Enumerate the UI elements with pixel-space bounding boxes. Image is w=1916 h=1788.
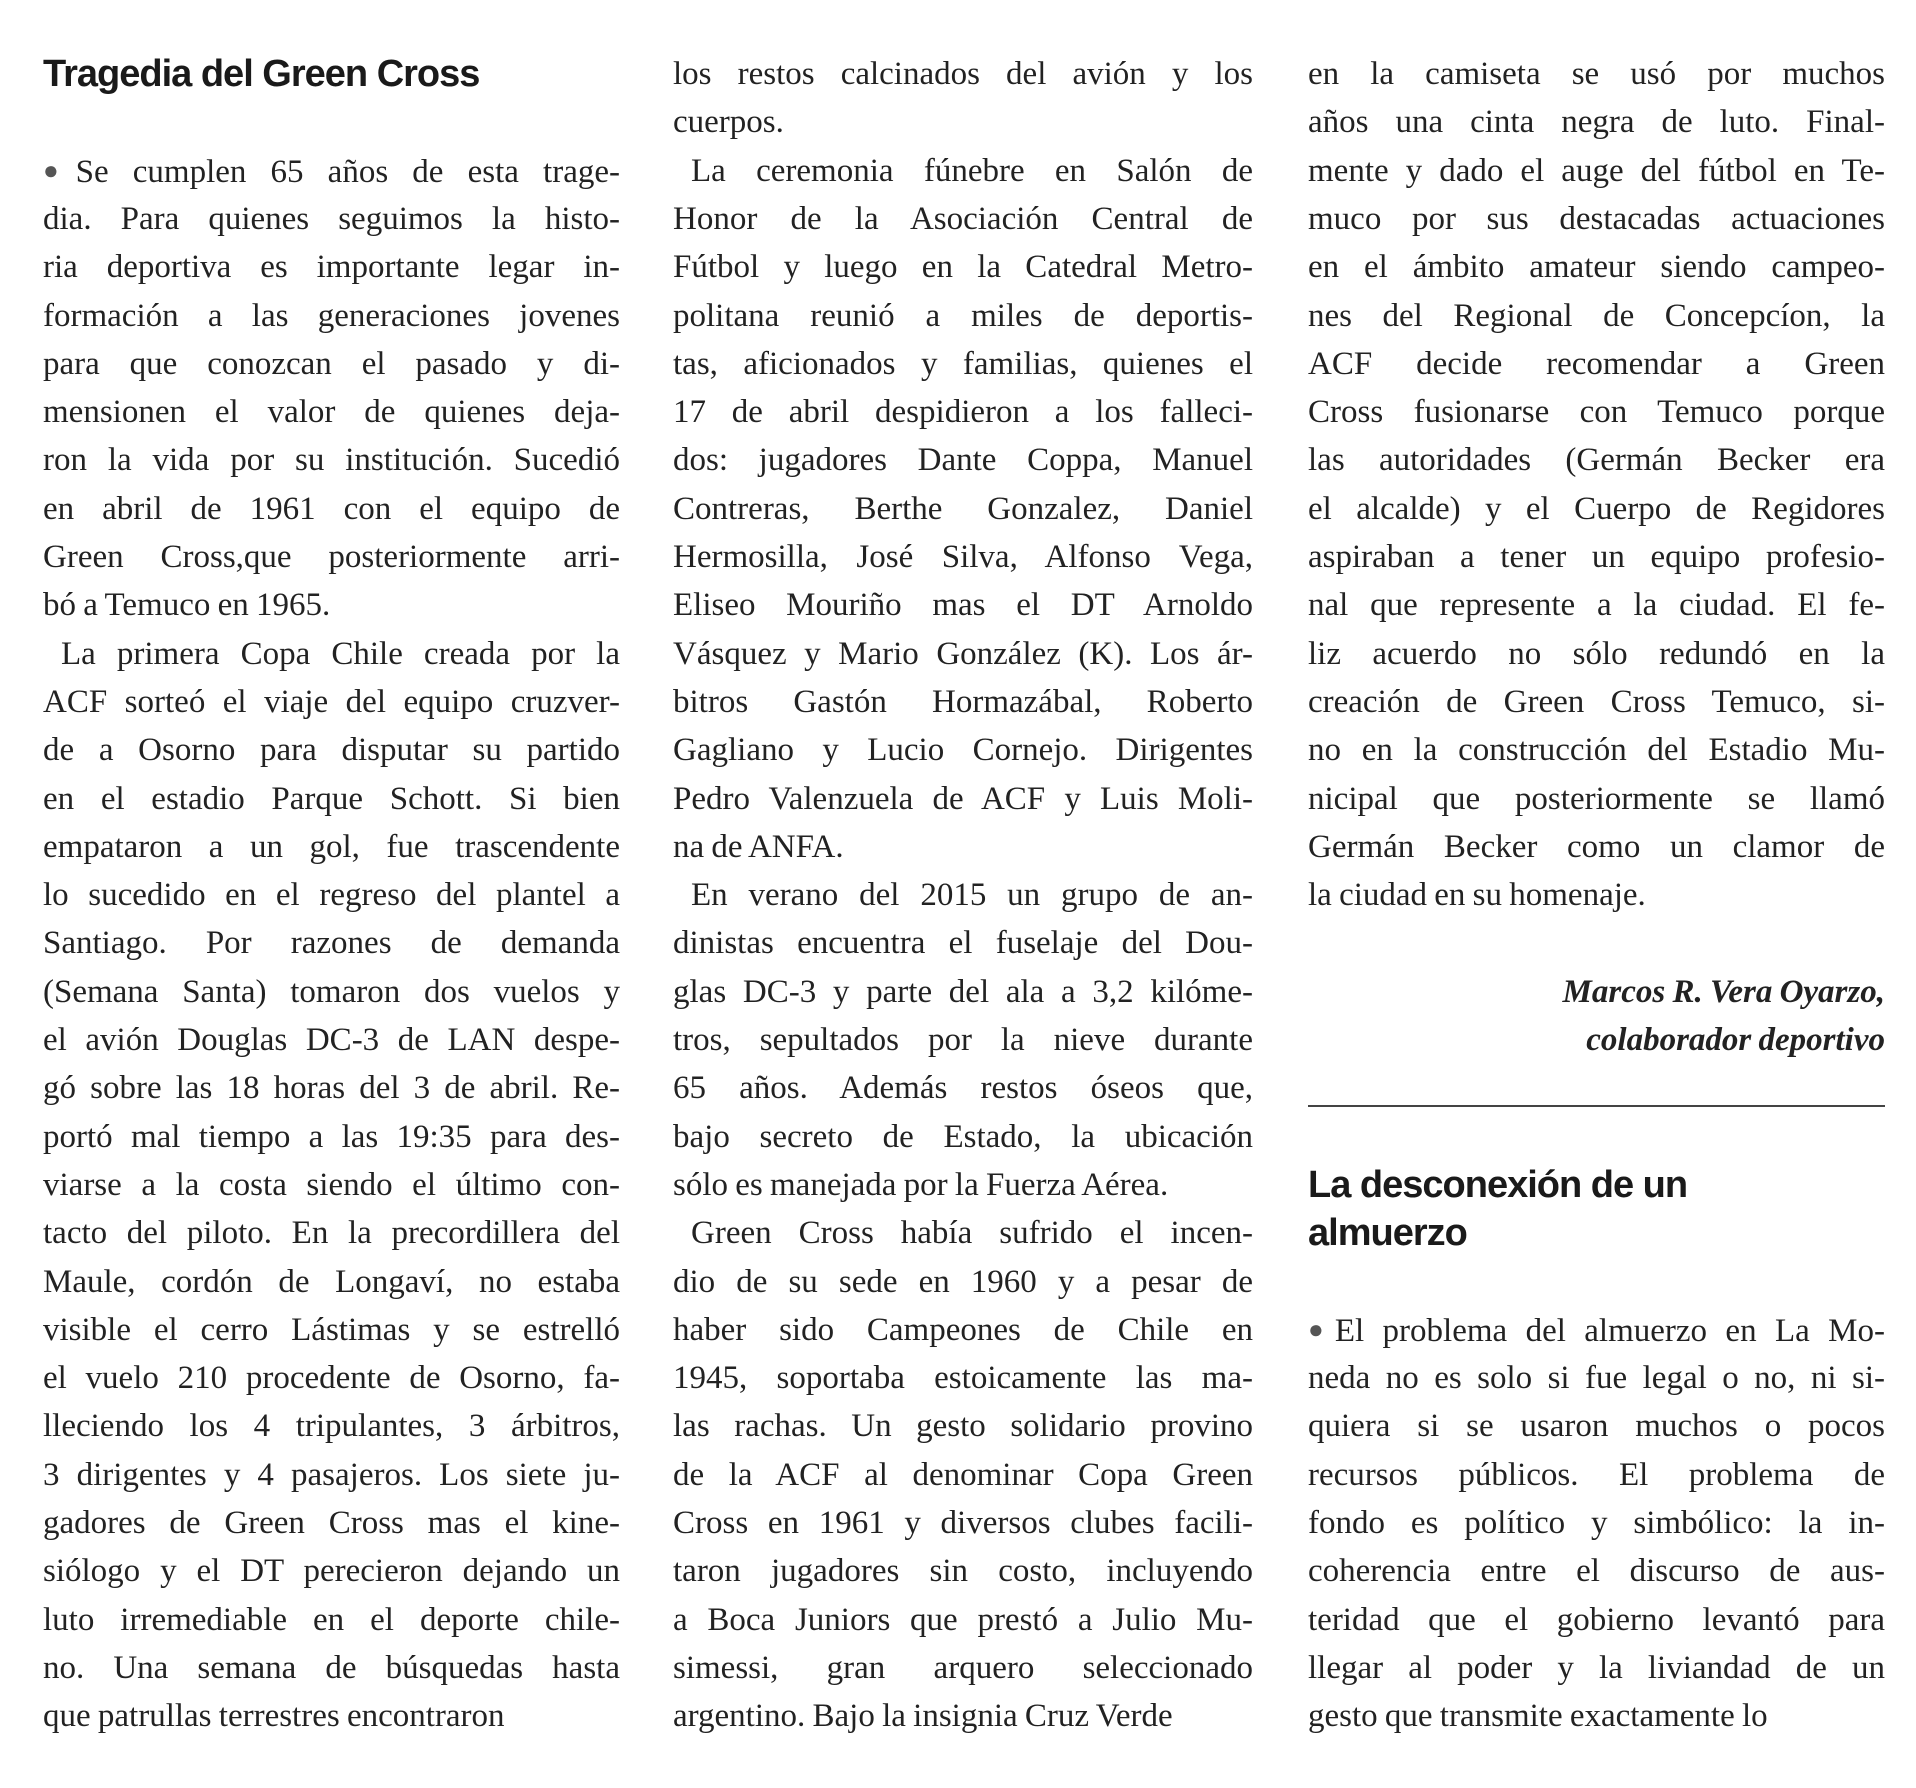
text-line: La primera Copa Chile creada por la [61,635,620,672]
text-line: haber sido Campeones de Chile en [673,1311,1253,1348]
text-line: dinistas encuentra el fuselaje del Dou- [673,925,1253,962]
text-line: gadores de Green Cross mas el kine- [43,1505,620,1541]
text-line: nicipal que posteriormente se llamó [1308,780,1885,817]
text-line: na de ANFA. [673,828,844,865]
text-line: liz acuerdo no sólo redundó en la [1308,635,1885,672]
bullet-icon: ● [1308,1314,1335,1344]
text-line: creación de Green Cross Temuco, si- [1308,683,1885,720]
text-line: taron jugadores sin costo, incluyendo [673,1553,1253,1590]
text-line: de a Osorno para disputar su partido [43,732,620,769]
text-line: Green Cross había sufrido el incen- [691,1215,1253,1252]
text-line: simessi, gran arquero seleccionado [673,1649,1253,1686]
text-line: argentino. Bajo la insignia Cruz Verde [673,1698,1173,1735]
text-line: dio de su sede en 1960 y a pesar de [673,1263,1253,1300]
text-line: Green Cross,que posteriormente arri- [43,539,620,575]
text-line: no en la construcción del Estadio Mu- [1308,732,1885,769]
text-line: 1945, soportaba estoicamente las ma- [673,1360,1253,1397]
text-line: cuerpos. [673,104,784,141]
article-divider [1308,1105,1885,1107]
text-line: muco por sus destacadas actuaciones [1308,200,1885,237]
text-line: nes del Regional de Concepcíon, la [1308,297,1885,334]
text-line: a Boca Juniors que prestó a Julio Mu- [673,1601,1253,1638]
text-line: siólogo y el DT perecieron dejando un [43,1553,620,1590]
text-line: de la ACF al denominar Copa Green [673,1456,1253,1493]
text-line: mente y dado el auge del fútbol en Te- [1308,152,1885,189]
text-line: bó a Temuco en 1965. [43,587,331,624]
text-line: La ceremonia fúnebre en Salón de [691,152,1253,189]
text-line: luto irremediable en el deporte chile- [43,1601,620,1638]
text-line: tas, aficionados y familias, quienes el [673,345,1253,382]
text-line: en abril de 1961 con el equipo de [43,490,620,527]
text-line: gesto que transmite exactamente lo [1308,1698,1768,1735]
article-2-title-line: La desconexión de un [1308,1163,1688,1206]
text-line: nal que represente a la ciudad. El fe- [1308,587,1885,624]
article-2-title-line: almuerzo [1308,1212,1467,1255]
text-line: quiera si se usaron muchos o pocos [1308,1408,1885,1445]
text-line: visible el cerro Lástimas y se estrelló [43,1311,620,1348]
text-line: el avión Douglas DC-3 de LAN despe- [43,1022,620,1058]
text-line: en el ámbito amateur siendo campeo- [1308,249,1885,286]
text-line: llegar al poder y la liviandad de un [1308,1649,1885,1686]
text-line: politana reunió a miles de deportis- [673,297,1253,334]
text-line: neda no es solo si fue legal o no, ni si- [1308,1360,1885,1397]
text-line: coherencia entre el discurso de aus- [1308,1553,1885,1590]
text-line: no. Una semana de búsquedas hasta [43,1649,620,1686]
text-line: En verano del 2015 un grupo de an- [691,877,1253,914]
text-line: fondo es político y simbólico: la in- [1308,1505,1885,1541]
text-line: el vuelo 210 procedente de Osorno, fa- [43,1360,620,1397]
text-line: Santiago. Por razones de demanda [43,925,620,962]
text-line: Cross fusionarse con Temuco porque [1308,394,1885,431]
text-line: dia. Para quienes seguimos la histo- [43,200,620,237]
text-line: 17 de abril despidieron a los falleci- [673,394,1253,431]
text-line: tros, sepultados por la nieve durante [673,1022,1253,1058]
text-line: 3 dirigentes y 4 pasajeros. Los siete ju- [43,1456,620,1493]
text-line: 65 años. Además restos óseos que, [673,1070,1253,1107]
text-line: sólo es manejada por la Fuerza Aérea. [673,1166,1169,1203]
text-line [43,147,620,195]
text-line: los restos calcinados del avión y los [673,56,1253,92]
text-line-content: Se cumplen 65 años de esta trage- [75,153,620,190]
text-line: aspiraban a tener un equipo profesio- [1308,539,1885,575]
text-line: ria deportiva es importante legar in- [43,249,620,286]
text-line: el alcalde) y el Cuerpo de Regidores [1308,490,1885,527]
text-line: ACF decide recomendar a Green [1308,345,1885,382]
text-line: para que conozcan el pasado y di- [43,345,620,382]
text-line: dos: jugadores Dante Coppa, Manuel [673,442,1253,479]
text-line: Honor de la Asociación Central de [673,200,1253,237]
text-line: ron la vida por su institución. Sucedió [43,442,620,479]
text-line: Cross en 1961 y diversos clubes facili- [673,1505,1253,1541]
text-line: Eliseo Mouriño mas el DT Arnoldo [673,587,1253,624]
text-line: gó sobre las 18 horas del 3 de abril. Re- [43,1070,620,1107]
text-line: las rachas. Un gesto solidario provino [673,1408,1253,1445]
text-line: Pedro Valenzuela de ACF y Luis Moli- [673,780,1253,817]
text-line: lo sucedido en el regreso del plantel a [43,877,620,914]
text-line: formación a las generaciones jovenes [43,297,620,334]
text-line: (Semana Santa) tomaron dos vuelos y [43,973,620,1010]
text-line: tacto del piloto. En la precordillera del [43,1215,620,1252]
text-line: teridad que el gobierno levantó para [1308,1601,1885,1638]
text-line: en la camiseta se usó por muchos [1308,56,1885,92]
text-line-content: El problema del almuerzo en La Mo- [1334,1312,1885,1349]
text-line: recursos públicos. El problema de [1308,1456,1885,1493]
text-line: las autoridades (Germán Becker era [1308,442,1885,479]
text-line: Gagliano y Lucio Cornejo. Dirigentes [673,732,1253,769]
article-title: Tragedia del Green Cross [43,53,480,95]
text-line: lleciendo los 4 tripulantes, 3 árbitros, [43,1408,620,1445]
text-line: Hermosilla, José Silva, Alfonso Vega, [673,539,1253,575]
text-line: bitros Gastón Hormazábal, Roberto [673,683,1253,720]
text-line: empataron a un gol, fue trascendente [43,828,620,865]
text-line: Contreras, Berthe Gonzalez, Daniel [673,490,1253,527]
text-line: Germán Becker como un clamor de [1308,828,1885,865]
text-line: Fútbol y luego en la Catedral Metro- [673,249,1253,286]
text-line: que patrullas terrestres encontraron [43,1698,505,1735]
byline-role: colaborador deportivo [1586,1022,1885,1058]
text-line: viarse a la costa siendo el último con- [43,1166,620,1203]
byline-author: Marcos R. Vera Oyarzo, [1562,973,1885,1010]
text-line: Maule, cordón de Longaví, no estaba [43,1263,620,1300]
text-line: años una cinta negra de luto. Final- [1308,104,1885,141]
text-line [1308,1306,1885,1354]
text-line: bajo secreto de Estado, la ubicación [673,1118,1253,1155]
text-line: glas DC-3 y parte del ala a 3,2 kilóme- [673,973,1253,1010]
text-line: la ciudad en su homenaje. [1308,877,1646,914]
bullet-icon: ● [43,155,76,185]
text-line: Vásquez y Mario González (K). Los ár- [673,635,1253,672]
text-line: ACF sorteó el viaje del equipo cruzver- [43,683,620,720]
text-line: en el estadio Parque Schott. Si bien [43,780,620,817]
text-line: mensionen el valor de quienes deja- [43,394,620,431]
text-line: portó mal tiempo a las 19:35 para des- [43,1118,620,1155]
